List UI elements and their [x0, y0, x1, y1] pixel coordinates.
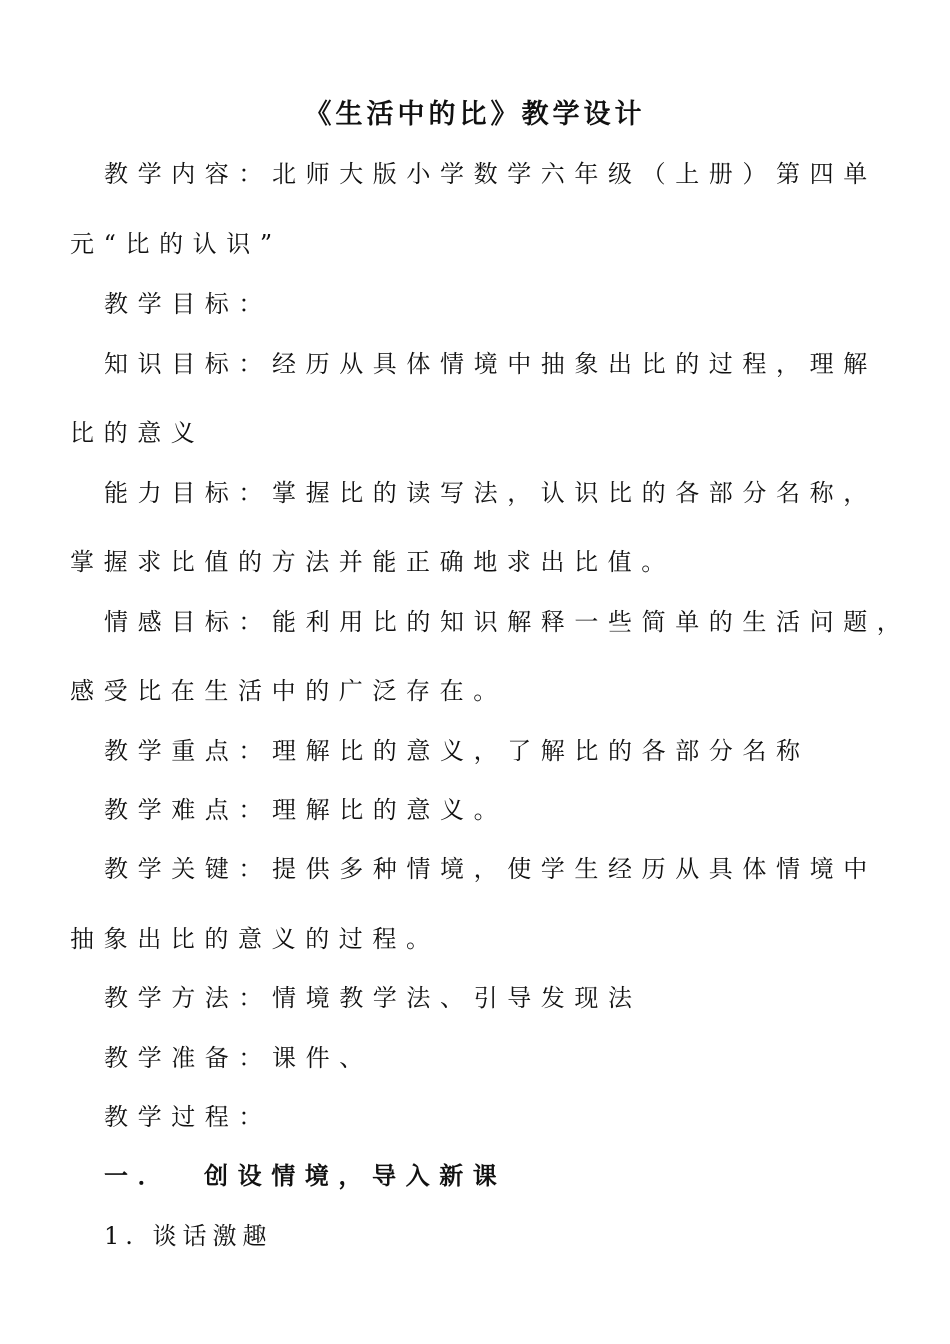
- paragraph-line: 教学目标：: [104, 290, 272, 318]
- paragraph-line: 教学方法：情境教学法、引导发现法: [104, 984, 642, 1012]
- section-number: 一．: [104, 1161, 172, 1190]
- paragraph-line: 教学重点：理解比的意义，了解比的各部分名称: [104, 737, 810, 765]
- paragraph-line: 掌握求比值的方法并能正确地求出比值。: [70, 548, 675, 576]
- section-heading-text: 创设情境，导入新课: [204, 1161, 507, 1190]
- paragraph-line: 教学内容：北师大版小学数学六年级（上册）第四单: [104, 160, 877, 188]
- sub-item: 1. 谈话激趣: [104, 1222, 273, 1250]
- paragraph-line: 感受比在生活中的广泛存在。: [70, 677, 507, 705]
- paragraph-line: 情感目标：能利用比的知识解释一些简单的生活问题，: [104, 608, 910, 636]
- paragraph-line: 教学过程：: [104, 1103, 272, 1131]
- paragraph-line: 知识目标：经历从具体情境中抽象出比的过程，理解: [104, 350, 877, 378]
- section-heading: [104, 1159, 910, 1193]
- paragraph-line: 教学准备：课件、: [104, 1044, 373, 1072]
- paragraph-line: 元“比的认识”: [70, 230, 282, 258]
- paragraph-line: 教学关键：提供多种情境，使学生经历从具体情境中: [104, 855, 877, 883]
- paragraph-line: 能力目标：掌握比的读写法，认识比的各部分名称，: [104, 479, 877, 507]
- paragraph-line: 教学难点：理解比的意义。: [104, 796, 508, 824]
- document-title: 《生活中的比》教学设计: [304, 99, 646, 130]
- paragraph-line: 比的意义: [70, 419, 205, 447]
- paragraph-line: 抽象出比的意义的过程。: [70, 925, 440, 953]
